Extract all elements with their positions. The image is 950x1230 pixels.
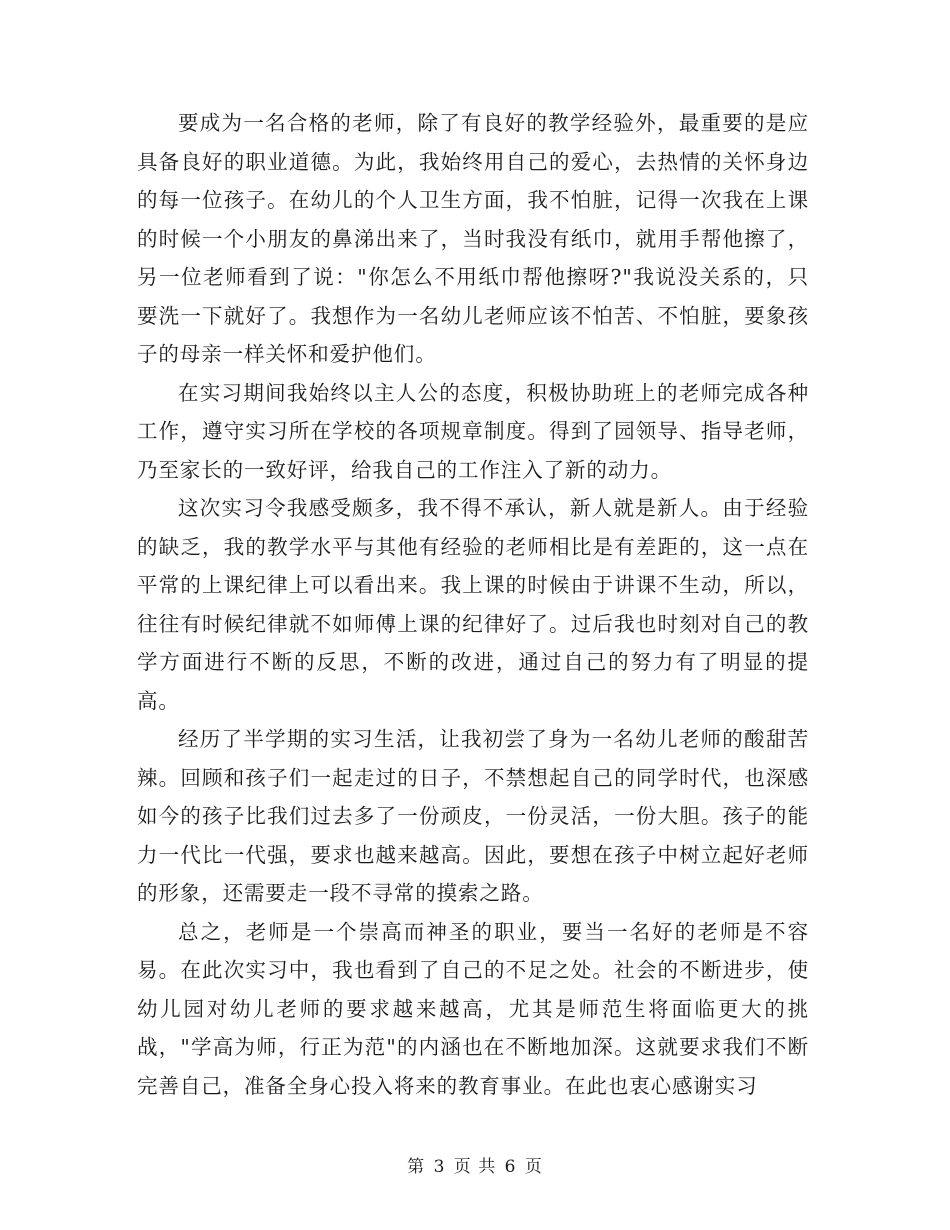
footer-middle: 页 共 (453, 1157, 497, 1177)
paragraph-5: 总之，老师是一个崇高而神圣的职业，要当一名好的老师是不容易。在此次实习中，我也看到了自己的不足之处。社会的不断进步，使幼儿园对幼儿老师的要求越来越高，尤其是师范生将面临更大的挑战，"学高为师，行正为范"的内涵也在不断地加深。这就要求我们不断完善自己，准备全身心投入将来的教育事业。在此也衷心感谢实习 (137, 919, 809, 1098)
footer-total-pages: 6 (504, 1157, 517, 1177)
paragraph-2: 在实习期间我始终以主人公的态度，积极协助班上的老师完成各种工作，遵守实习所在学校的各项规章制度。得到了园领导、指导老师，乃至家长的一致好评，给我自己的工作注入了新的动力。 (137, 380, 809, 482)
paragraph-4: 经历了半学期的实习生活，让我初尝了身为一名幼儿老师的酸甜苦辣。回顾和孩子们一起走过的日子，不禁想起自己的同学时代，也深感如今的孩子比我们过去多了一份顽皮，一份灵活，一份大胆。孩子的能力一代比一代强，要求也越来越高。因此，要想在孩子中树立起好老师的形象，还需要走一段不寻常的摸索之路。 (137, 727, 809, 905)
paragraph-1: 要成为一名合格的老师，除了有良好的教学经验外，最重要的是应具备良好的职业道德。为此，我始终用自己的爱心，去热情的关怀身边的每一位孩子。在幼儿的个人卫生方面，我不怕脏，记得一次我在上课的时候一个小朋友的鼻涕出来了，当时我没有纸巾，就用手帮他擦了，另一位老师看到了说："你怎么不用纸巾帮他擦呀?"我说没关系的，只要洗一下就好了。我想作为一名幼儿老师应该不怕苦、不怕脏，要象孩子的母亲一样关怀和爱护他们。 (137, 111, 809, 366)
footer-prefix: 第 (407, 1157, 426, 1177)
footer-suffix: 页 (524, 1157, 543, 1177)
page-number-footer (0, 1152, 950, 1177)
footer-current-page: 3 (433, 1157, 446, 1177)
paragraph-3: 这次实习令我感受颇多，我不得不承认，新人就是新人。由于经验的缺乏，我的教学水平与其他有经验的老师相比是有差距的，这一点在平常的上课纪律上可以看出来。我上课的时候由于讲课不生动，所以，往往有时候纪律就不如师傅上课的纪律好了。过后我也时刻对自己的教学方面进行不断的反思，不断的改进，通过自己的努力有了明显的提高。 (137, 496, 809, 713)
document-body (137, 104, 809, 1105)
